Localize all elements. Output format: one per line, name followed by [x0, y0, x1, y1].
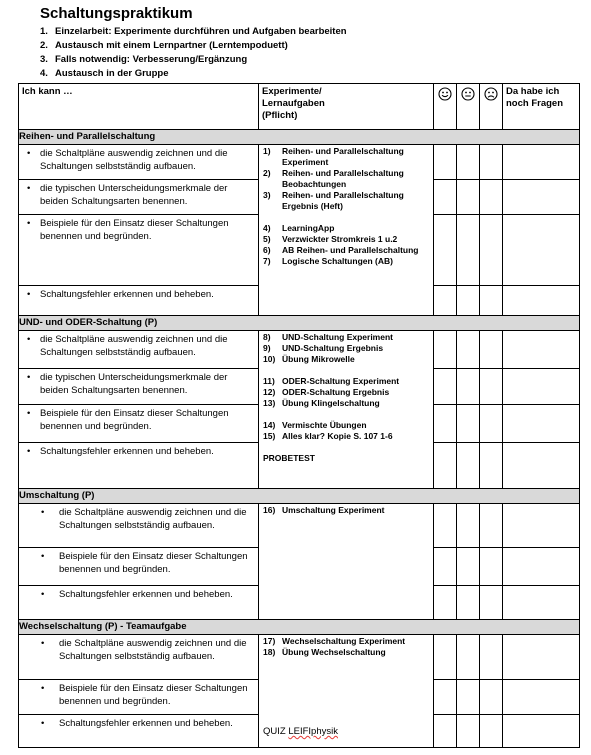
competence-text: die Schaltpläne auswendig zeichnen und die Schaltungen selbstständig aufbauen. — [59, 507, 247, 531]
task-item — [263, 376, 429, 387]
questions-cell[interactable] — [503, 286, 580, 316]
questions-cell[interactable] — [503, 443, 580, 489]
competence-item — [19, 504, 259, 548]
rating-cell-neutral[interactable] — [457, 635, 480, 680]
header-face-sad — [480, 84, 503, 130]
bullet-icon: • — [27, 446, 31, 457]
rating-cell-happy[interactable] — [434, 369, 457, 405]
step-number: 1. — [40, 26, 48, 37]
table-row — [19, 145, 580, 180]
bullet-icon: • — [27, 334, 31, 345]
task-text: Übung Klingelschaltung — [282, 398, 380, 408]
step-number: 2. — [40, 40, 48, 51]
competence-item — [19, 548, 259, 586]
task-number: 3) — [263, 190, 271, 200]
rating-cell-sad[interactable] — [480, 635, 503, 680]
header-fragen-line: Da habe ich — [506, 86, 560, 97]
task-number: 7) — [263, 256, 271, 266]
task-number: 1) — [263, 146, 271, 156]
table-header-row — [19, 84, 580, 130]
rating-cell-neutral[interactable] — [457, 548, 480, 586]
competence-item — [19, 680, 259, 715]
instruction-steps — [40, 25, 347, 81]
task-item — [263, 332, 429, 343]
task-text: LearningApp — [282, 223, 335, 233]
task-text: Übung Wechselschaltung — [282, 647, 386, 657]
competence-item — [19, 635, 259, 680]
task-number: 14) — [263, 420, 276, 430]
rating-cell-happy[interactable] — [434, 504, 457, 548]
task-number: 5) — [263, 234, 271, 244]
task-item — [263, 343, 429, 354]
section-header-row — [19, 316, 580, 331]
task-text: UND-Schaltung Ergebnis — [282, 343, 384, 353]
task-text: Reihen- und Parallelschaltung Experiment — [282, 146, 404, 167]
rating-cell-sad[interactable] — [480, 586, 503, 620]
competence-item — [19, 145, 259, 180]
quiz-prefix: QUIZ — [263, 726, 289, 737]
bullet-icon: • — [41, 551, 45, 562]
header-experimente-line: Experimente/ — [262, 86, 322, 97]
table-row — [19, 504, 580, 548]
bullet-icon: • — [41, 683, 45, 694]
task-item — [263, 256, 429, 267]
questions-cell[interactable] — [503, 504, 580, 548]
rating-cell-sad[interactable] — [480, 286, 503, 316]
task-item — [263, 354, 429, 365]
task-item — [263, 245, 429, 256]
rating-cell-neutral[interactable] — [457, 215, 480, 286]
competence-text: die Schaltpläne auswendig zeichnen und die Schaltungen selbstständig aufbauen. — [40, 334, 228, 358]
rating-cell-happy[interactable] — [434, 145, 457, 180]
task-number: 11) — [263, 376, 275, 386]
header-face-happy — [434, 84, 457, 130]
questions-cell[interactable] — [503, 680, 580, 715]
rating-cell-sad[interactable] — [480, 180, 503, 215]
rating-cell-sad[interactable] — [480, 405, 503, 443]
rating-cell-neutral[interactable] — [457, 586, 480, 620]
task-item — [263, 146, 429, 168]
smiley-neutral-icon — [461, 87, 475, 101]
section-header-row — [19, 489, 580, 504]
task-list — [259, 504, 434, 620]
section-title: Wechselschaltung (P) - Teamaufgabe — [19, 620, 580, 635]
task-number: 17) — [263, 636, 276, 646]
header-face-neutral — [457, 84, 480, 130]
bullet-icon: • — [41, 589, 45, 600]
spacer — [263, 442, 429, 453]
task-number: 18) — [263, 647, 276, 657]
competence-text: Schaltungsfehler erkennen und beheben. — [40, 289, 214, 300]
step-number: 3. — [40, 54, 48, 65]
task-text: UND-Schaltung Experiment — [282, 332, 393, 342]
quiz-brand: LEIFIphysik — [288, 726, 338, 737]
task-list — [259, 635, 434, 748]
rating-cell-neutral[interactable] — [457, 443, 480, 489]
rating-cell-sad[interactable] — [480, 680, 503, 715]
questions-cell[interactable] — [503, 548, 580, 586]
table-row — [19, 635, 580, 680]
step-text: Austausch in der Gruppe — [55, 68, 169, 79]
bullet-icon: • — [41, 638, 45, 649]
competence-text: die typischen Unterscheidungsmerkmale der beiden Schaltungsarten benennen. — [40, 372, 228, 396]
task-text: AB Reihen- und Parallelschaltung — [282, 245, 419, 255]
step-text: Falls notwendig: Verbesserung/Ergänzung — [55, 54, 248, 65]
rating-cell-happy[interactable] — [434, 635, 457, 680]
rating-cell-sad[interactable] — [480, 145, 503, 180]
questions-cell[interactable] — [503, 405, 580, 443]
task-number: 12) — [263, 387, 276, 397]
rating-cell-happy[interactable] — [434, 715, 457, 748]
instruction-step — [40, 39, 347, 53]
header-experimente-line: (Pflicht) — [262, 110, 298, 121]
bullet-icon: • — [27, 218, 31, 229]
task-text: Logische Schaltungen (AB) — [282, 256, 393, 266]
bullet-icon: • — [27, 148, 31, 159]
smiley-sad-icon — [484, 87, 498, 101]
step-text: Austausch mit einem Lernpartner (Lerntempoduett) — [55, 40, 288, 51]
task-item — [263, 190, 429, 212]
competence-item — [19, 586, 259, 620]
competence-item — [19, 405, 259, 443]
rating-cell-neutral[interactable] — [457, 405, 480, 443]
competence-text: Beispiele für den Einsatz dieser Schaltungen benennen und begründen. — [40, 218, 229, 242]
task-item — [263, 398, 429, 409]
rating-cell-neutral[interactable] — [457, 331, 480, 369]
table-row — [19, 331, 580, 369]
questions-cell[interactable] — [503, 215, 580, 286]
task-item — [263, 647, 429, 658]
rating-cell-happy[interactable] — [434, 548, 457, 586]
task-text: Vermischte Übungen — [282, 420, 367, 430]
questions-cell[interactable] — [503, 586, 580, 620]
section-title: UND- und ODER-Schaltung (P) — [19, 316, 580, 331]
competence-item — [19, 286, 259, 316]
task-number: 15) — [263, 431, 276, 441]
questions-cell[interactable] — [503, 715, 580, 748]
section-title: Umschaltung (P) — [19, 489, 580, 504]
task-number: 9) — [263, 343, 271, 353]
questions-cell[interactable] — [503, 369, 580, 405]
task-number: 8) — [263, 332, 271, 342]
task-text: Umschaltung Experiment — [282, 505, 385, 515]
rating-cell-neutral[interactable] — [457, 680, 480, 715]
competence-text: Beispiele für den Einsatz dieser Schaltungen benennen und begründen. — [59, 551, 248, 575]
instruction-step — [40, 67, 347, 81]
task-number: 4) — [263, 223, 271, 233]
rating-cell-neutral[interactable] — [457, 369, 480, 405]
questions-cell[interactable] — [503, 635, 580, 680]
header-experimente — [259, 84, 434, 130]
competence-item — [19, 715, 259, 748]
rating-cell-sad[interactable] — [480, 504, 503, 548]
rating-cell-sad[interactable] — [480, 548, 503, 586]
task-item — [263, 234, 429, 245]
spacer — [263, 365, 429, 376]
competence-item — [19, 369, 259, 405]
task-number: 10) — [263, 354, 276, 364]
rating-cell-sad[interactable] — [480, 369, 503, 405]
header-ich-kann: Ich kann … — [19, 84, 259, 130]
rating-cell-sad[interactable] — [480, 443, 503, 489]
rating-cell-happy[interactable] — [434, 443, 457, 489]
rating-cell-neutral[interactable] — [457, 180, 480, 215]
rating-cell-neutral[interactable] — [457, 715, 480, 748]
rating-cell-happy[interactable] — [434, 680, 457, 715]
competence-item — [19, 331, 259, 369]
probetest-label: PROBETEST — [263, 453, 315, 463]
competence-text: Schaltungsfehler erkennen und beheben. — [59, 718, 233, 729]
competence-item — [19, 180, 259, 215]
quiz-label — [263, 726, 338, 737]
rating-cell-happy[interactable] — [434, 586, 457, 620]
competence-text: die typischen Unterscheidungsmerkmale der beiden Schaltungsarten benennen. — [40, 183, 228, 207]
task-list — [259, 331, 434, 489]
step-text: Einzelarbeit: Experimente durchführen und Aufgaben bearbeiten — [55, 26, 347, 37]
task-item — [263, 431, 429, 442]
questions-cell[interactable] — [503, 180, 580, 215]
task-list — [259, 145, 434, 316]
task-item — [263, 505, 429, 516]
page-title: Schaltungspraktikum — [40, 5, 193, 22]
task-number: 2) — [263, 168, 271, 178]
rating-cell-neutral[interactable] — [457, 286, 480, 316]
task-item — [263, 387, 429, 398]
competence-text: Schaltungsfehler erkennen und beheben. — [40, 446, 214, 457]
task-item — [263, 223, 429, 234]
task-text: Wechselschaltung Experiment — [282, 636, 406, 646]
competence-item — [19, 215, 259, 286]
task-text: Alles klar? Kopie S. 107 1-6 — [282, 431, 393, 441]
competence-text: die Schaltpläne auswendig zeichnen und die Schaltungen selbstständig aufbauen. — [40, 148, 228, 172]
competence-table — [18, 83, 580, 748]
competence-item — [19, 443, 259, 489]
task-item — [263, 168, 429, 190]
header-fragen — [503, 84, 580, 130]
rating-cell-happy[interactable] — [434, 286, 457, 316]
instruction-step — [40, 53, 347, 67]
questions-cell[interactable] — [503, 145, 580, 180]
rating-cell-happy[interactable] — [434, 215, 457, 286]
section-title: Reihen- und Parallelschaltung — [19, 130, 580, 145]
task-number: 16) — [263, 505, 276, 515]
rating-cell-happy[interactable] — [434, 405, 457, 443]
rating-cell-sad[interactable] — [480, 715, 503, 748]
bullet-icon: • — [41, 507, 45, 518]
rating-cell-sad[interactable] — [480, 331, 503, 369]
rating-cell-happy[interactable] — [434, 331, 457, 369]
bullet-icon: • — [41, 718, 45, 729]
header-experimente-line: Lernaufgaben — [262, 98, 325, 109]
smiley-happy-icon — [438, 87, 452, 101]
competence-text: Beispiele für den Einsatz dieser Schaltungen benennen und begründen. — [40, 408, 229, 432]
bullet-icon: • — [27, 183, 31, 194]
competence-text: die Schaltpläne auswendig zeichnen und die Schaltungen selbstständig aufbauen. — [59, 638, 247, 662]
instruction-step — [40, 25, 347, 39]
questions-cell[interactable] — [503, 331, 580, 369]
competence-text: Beispiele für den Einsatz dieser Schaltungen benennen und begründen. — [59, 683, 248, 707]
task-text: ODER-Schaltung Ergebnis — [282, 387, 390, 397]
task-text: Reihen- und Parallelschaltung Beobachtungen — [282, 168, 404, 189]
spacer — [263, 212, 429, 223]
task-item — [263, 636, 429, 647]
task-text: Reihen- und Parallelschaltung Ergebnis (Heft) — [282, 190, 404, 211]
bullet-icon: • — [27, 408, 31, 419]
task-number: 13) — [263, 398, 276, 408]
competence-text: Schaltungsfehler erkennen und beheben. — [59, 589, 233, 600]
header-fragen-line: noch Fragen — [506, 98, 564, 109]
section-header-row — [19, 130, 580, 145]
section-header-row — [19, 620, 580, 635]
bullet-icon: • — [27, 289, 31, 300]
task-text: Verzwickter Stromkreis 1 u.2 — [282, 234, 398, 244]
task-text: Übung Mikrowelle — [282, 354, 355, 364]
rating-cell-neutral[interactable] — [457, 145, 480, 180]
rating-cell-happy[interactable] — [434, 180, 457, 215]
step-number: 4. — [40, 68, 48, 79]
task-item — [263, 420, 429, 431]
spacer — [263, 409, 429, 420]
bullet-icon: • — [27, 372, 31, 383]
task-text: ODER-Schaltung Experiment — [282, 376, 400, 386]
rating-cell-sad[interactable] — [480, 215, 503, 286]
rating-cell-neutral[interactable] — [457, 504, 480, 548]
task-number: 6) — [263, 245, 271, 255]
